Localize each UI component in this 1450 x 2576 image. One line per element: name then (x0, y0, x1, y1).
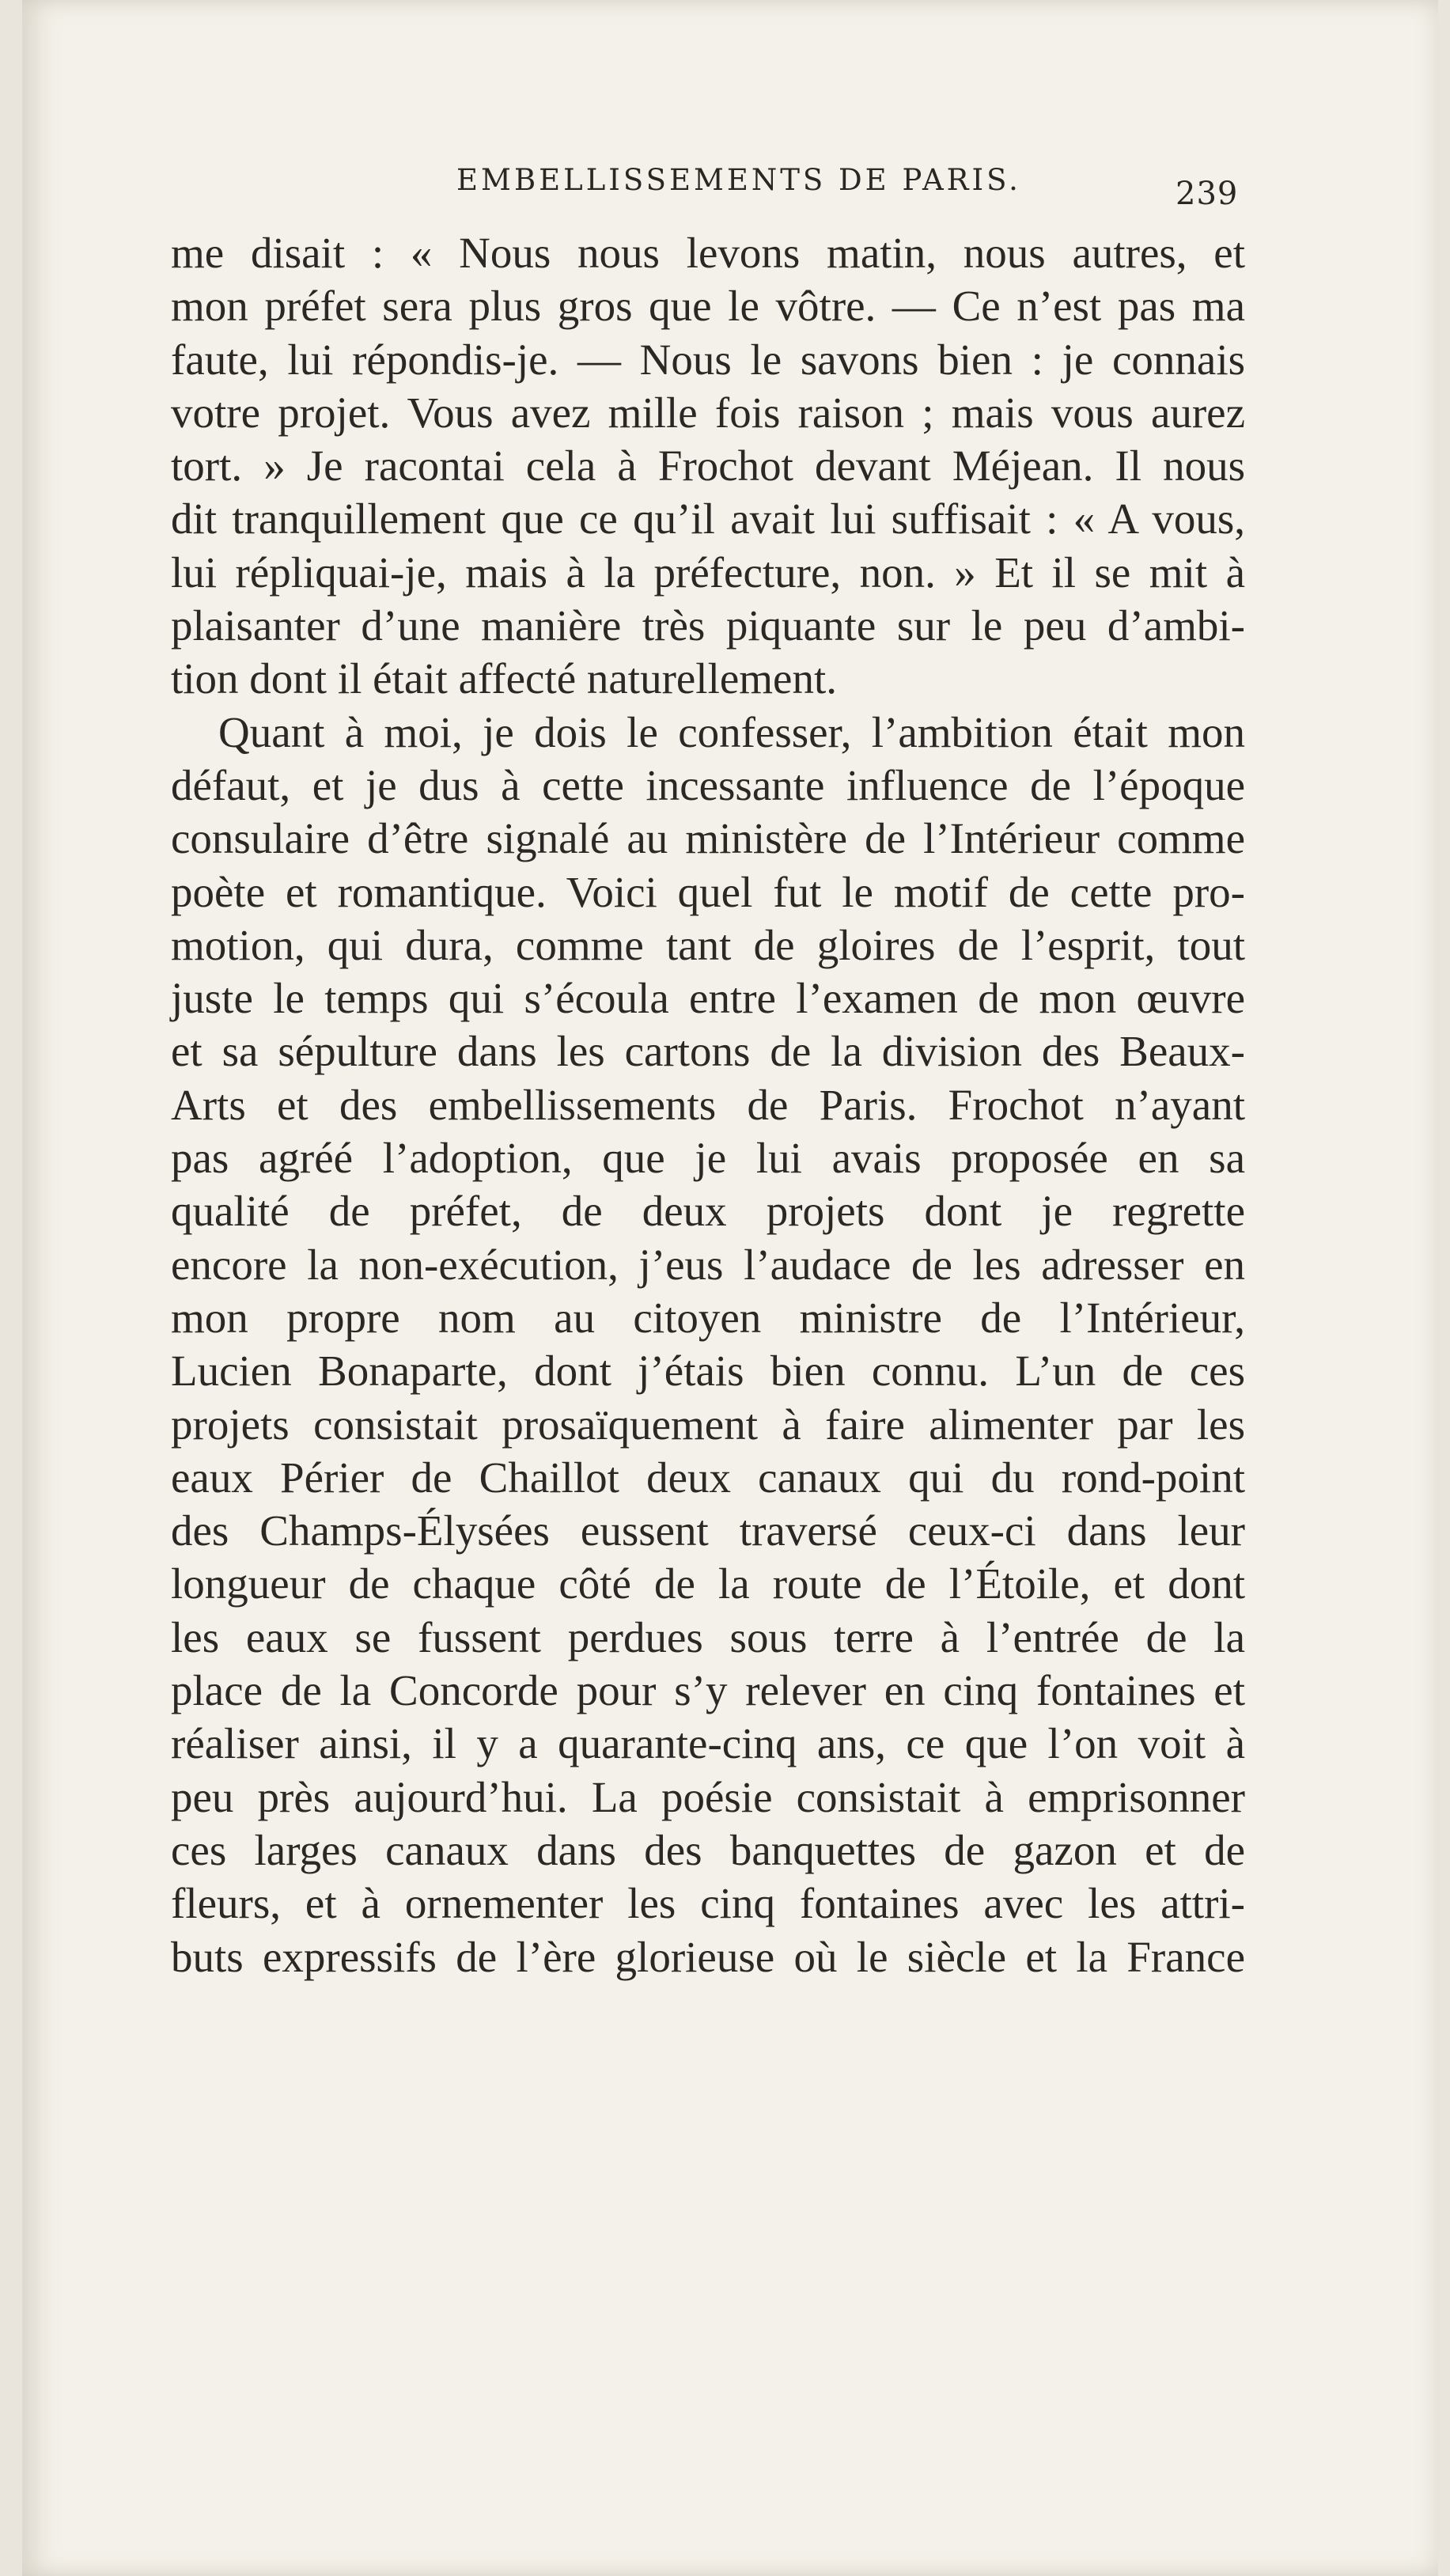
running-head-title: EMBELLISSEMENTS DE PARIS. (456, 163, 1021, 197)
text-line: projets consistait prosaïquement à faire alimenter par les (171, 1400, 1245, 1449)
text-line: qualité de préfet, de deux projets dont je regrette (171, 1187, 1245, 1236)
text-line: dit tranquillement que ce qu’il avait lui suffisait : « A vous, (171, 494, 1245, 544)
text-line: tort. » Je racontai cela à Frochot devant Méjean. Il nous (171, 441, 1245, 491)
page-number: 239 (1176, 176, 1239, 212)
text-line: peu près aujourd’hui. La poésie consistait à emprisonner (171, 1772, 1245, 1821)
text-line: place de la Concorde pour s’y relever en cinq fontaines et (171, 1666, 1245, 1715)
text-line: votre projet. Vous avez mille fois raison ; mais vous aurez (171, 388, 1245, 437)
text-line: mon préfet sera plus gros que le vôtre. — Ce n’est pas ma (171, 282, 1245, 331)
text-line: Arts et des embellissements de Paris. Frochot n’ayant (171, 1080, 1245, 1129)
text-line: tion dont il était affecté naturellement. (171, 654, 837, 703)
text-line: lui répliquai-je, mais à la préfecture, non. » Et il se mit à (171, 547, 1245, 597)
text-line: longueur de chaque côté de la route de l’Étoile, et dont (171, 1559, 1245, 1608)
text-line: mon propre nom au citoyen ministre de l’Intérieur, (171, 1293, 1245, 1342)
text-line: ces larges canaux dans des banquettes de gazon et de (171, 1825, 1245, 1874)
body-text (171, 226, 1245, 1983)
text-line: me disait : « Nous nous levons matin, nous autres, et (171, 229, 1245, 277)
text-line: fleurs, et à ornementer les cinq fontaines avec les attri- (171, 1879, 1245, 1928)
text-line: plaisanter d’une manière très piquante sur le peu d’ambi- (171, 601, 1245, 650)
paragraph-2 (171, 706, 1245, 1983)
text-line: des Champs-Élysées eussent traversé ceux-ci dans leur (171, 1506, 1245, 1555)
text-line: buts expressifs de l’ère glorieuse où le siècle et la France (171, 1932, 1245, 1981)
book-page (22, 0, 1438, 2576)
text-line: poète et romantique. Voici quel fut le motif de cette pro- (171, 867, 1245, 916)
text-line: motion, qui dura, comme tant de gloires de l’esprit, tout (171, 920, 1245, 969)
paragraph-1 (171, 226, 1245, 706)
text-line: et sa sépulture dans les cartons de la division des Beaux- (171, 1027, 1245, 1076)
text-line: encore la non-exécution, j’eus l’audace de les adresser en (171, 1240, 1245, 1289)
text-line: consulaire d’être signalé au ministère de l’Intérieur comme (171, 814, 1245, 863)
text-line: défaut, et je dus à cette incessante influence de l’époque (171, 760, 1245, 809)
text-line: réaliser ainsi, il y a quarante-cinq ans, ce que l’on voit à (171, 1719, 1245, 1768)
text-line: les eaux se fussent perdues sous terre à l’entrée de la (171, 1612, 1245, 1661)
text-line: faute, lui répondis-je. — Nous le savons bien : je connais (171, 335, 1245, 384)
text-line: pas agréé l’adoption, que je lui avais proposée en sa (171, 1134, 1245, 1183)
text-line: Quant à moi, je dois le confesser, l’ambition était mon (218, 707, 1245, 756)
text-line: juste le temps qui s’écoula entre l’examen de mon œuvre (171, 974, 1245, 1023)
text-line: eaux Périer de Chaillot deux canaux qui du rond-point (171, 1453, 1245, 1502)
text-line: Lucien Bonaparte, dont j’étais bien connu. L’un de ces (171, 1347, 1245, 1396)
